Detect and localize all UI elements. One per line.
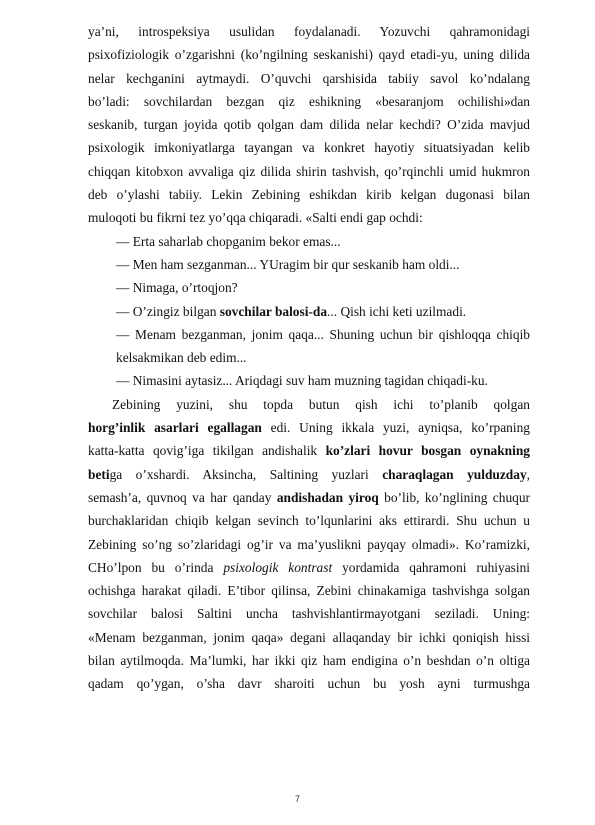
text-line [88,393,530,416]
text-line [88,649,530,672]
text-line [88,136,530,159]
text-line [88,323,530,346]
text-line [88,556,530,579]
text-line [88,160,530,183]
text-line [88,463,530,486]
text-run: ga o’xshardi. Aksincha, Saltining yuzlari [109,466,383,482]
text-run: — Nimasini aytasiz... Ariqdagi suv ham muzning tagidan chiqadi-ku. [116,373,488,389]
text-run: qadam qo’ygan, o’sha davr sharoiti uchun bu yosh ayni turmushga [88,676,530,692]
text-line [88,20,530,43]
text-run: edi. Uning ikkala yuzi, ayniqsa, ko’rpaning [261,420,530,436]
bold-phrase: beti [88,466,110,482]
text-run: ya’ni, introspeksiya usulidan foydalanadi. Yozuvchi qahramonidagi [88,24,530,39]
text-line [88,90,530,113]
text-line [88,43,530,66]
text-run: bo’lib, ko’nglining chuqur [378,489,530,505]
text-run: semash’a, quvnoq va har qanday [88,489,277,505]
text-line [88,113,530,136]
text-line [88,416,530,439]
text-run: — Menam bezganman, jonim qaqa... Shuning uchun bir qishloqqa chiqib [116,326,530,342]
text-run: seskanib, turgan joyida qotib qolgan dam dilida nelar kechdi? O’zida mavjud [88,117,530,133]
bold-phrase: sovchilar balosi-da [219,303,328,319]
bold-phrase: horg’inlik asarlari egallagan [88,420,262,436]
text-run: — Erta saharlab chopganim bekor emas... [116,233,341,249]
text-run: psixofiziologik o’zgarishni (ko’ngilning seskanishi) qayd etadi-yu, uning dilida [88,47,530,63]
text-line [88,67,530,90]
text-line [88,533,530,556]
bold-phrase: ko’zlari hovur bosgan oynakning [325,443,530,459]
text-run: yordamida qahramoni ruhiyasini [332,559,530,575]
text-line [88,276,530,299]
italic-phrase: psixologik kontrast [223,559,333,575]
text-run: psixologik imkoniyatlarga tayangan va konkret hayotiy situatsiyadan kelib [88,140,530,156]
text-run: ... Qish ichi keti uzilmadi. [327,303,467,319]
text-run: — Nimaga, o’rtoqjon? [116,280,238,296]
text-run: Zebining so’ng so’zlaridagi og’ir va ma’yuslikni payqay olmadi». Ko’ramizki, [88,536,530,552]
text-run: burchaklaridan chiqib kelgan sevinch to’lqunlarini aks ettirardi. Shu uchun u [88,513,530,529]
text-run: — Men ham sezganman... YUragim bir qur seskanib ham oldi... [116,256,460,272]
text-run: muloqoti bu fikrni tez yo’qqa chiqaradi. «Salti endi gap ochdi: [88,210,423,226]
text-line [88,602,530,625]
text-run: nelar kechganini aytmaydi. O’quvchi qarshisida tabiiy savol ko’ndalang [88,70,530,86]
page-number: 7 [294,794,300,804]
text-line [88,183,530,206]
text-line [88,253,530,276]
text-run: ochishga harakat qiladi. E’tibor qilinsa, Zebini chinakamiga tashvishga solgan [88,583,530,599]
text-run: «Menam bezganman, jonim qaqa» degani allaqanday bir ichki qoniqish hissi [88,629,530,645]
bold-phrase: andishadan yiroq [276,489,379,505]
text-line [88,346,530,369]
text-run: bilan aytilmoqda. Ma’lumki, har ikki qiz ham endigina o’n beshdan o’n oltiga [88,653,530,669]
text-run: , [526,466,530,482]
text-run: chiqqan kitobxon avvaliga qiz dilida shirin tashvish, qo’rqinchli umid hukmron [88,163,530,179]
text-run: bo’ladi: sovchilardan bezgan qiz eshikning «besaranjom ochilishi»dan [88,93,530,109]
text-line [88,300,530,323]
text-line [88,579,530,602]
bold-phrase: charaqlagan yulduzday [382,466,527,482]
text-line [88,509,530,532]
text-run: kelsakmikan deb edim... [116,350,247,366]
text-run: Zebining yuzini, shu topda butun qish ichi to’planib qolgan [112,396,530,412]
text-line [88,672,530,695]
text-run: — O’zingiz bilgan [116,303,220,319]
text-line [88,230,530,253]
text-run: deb o’ylashi tabiiy. Lekin Zebining eshikdan kirib kelgan dugonasi bilan [88,187,530,203]
text-line [88,369,530,392]
text-line [88,626,530,649]
text-run: sovchilar balosi Saltini uncha tashvishlantirmayotgani seziladi. Uning: [88,606,530,622]
body-text [88,20,530,696]
text-run: katta-katta qovig’iga tikilgan andishalik [88,443,326,459]
text-line [88,486,530,509]
text-line [88,206,530,229]
text-line [88,439,530,462]
text-run: CHo’lpon bu o’rinda [88,559,224,575]
